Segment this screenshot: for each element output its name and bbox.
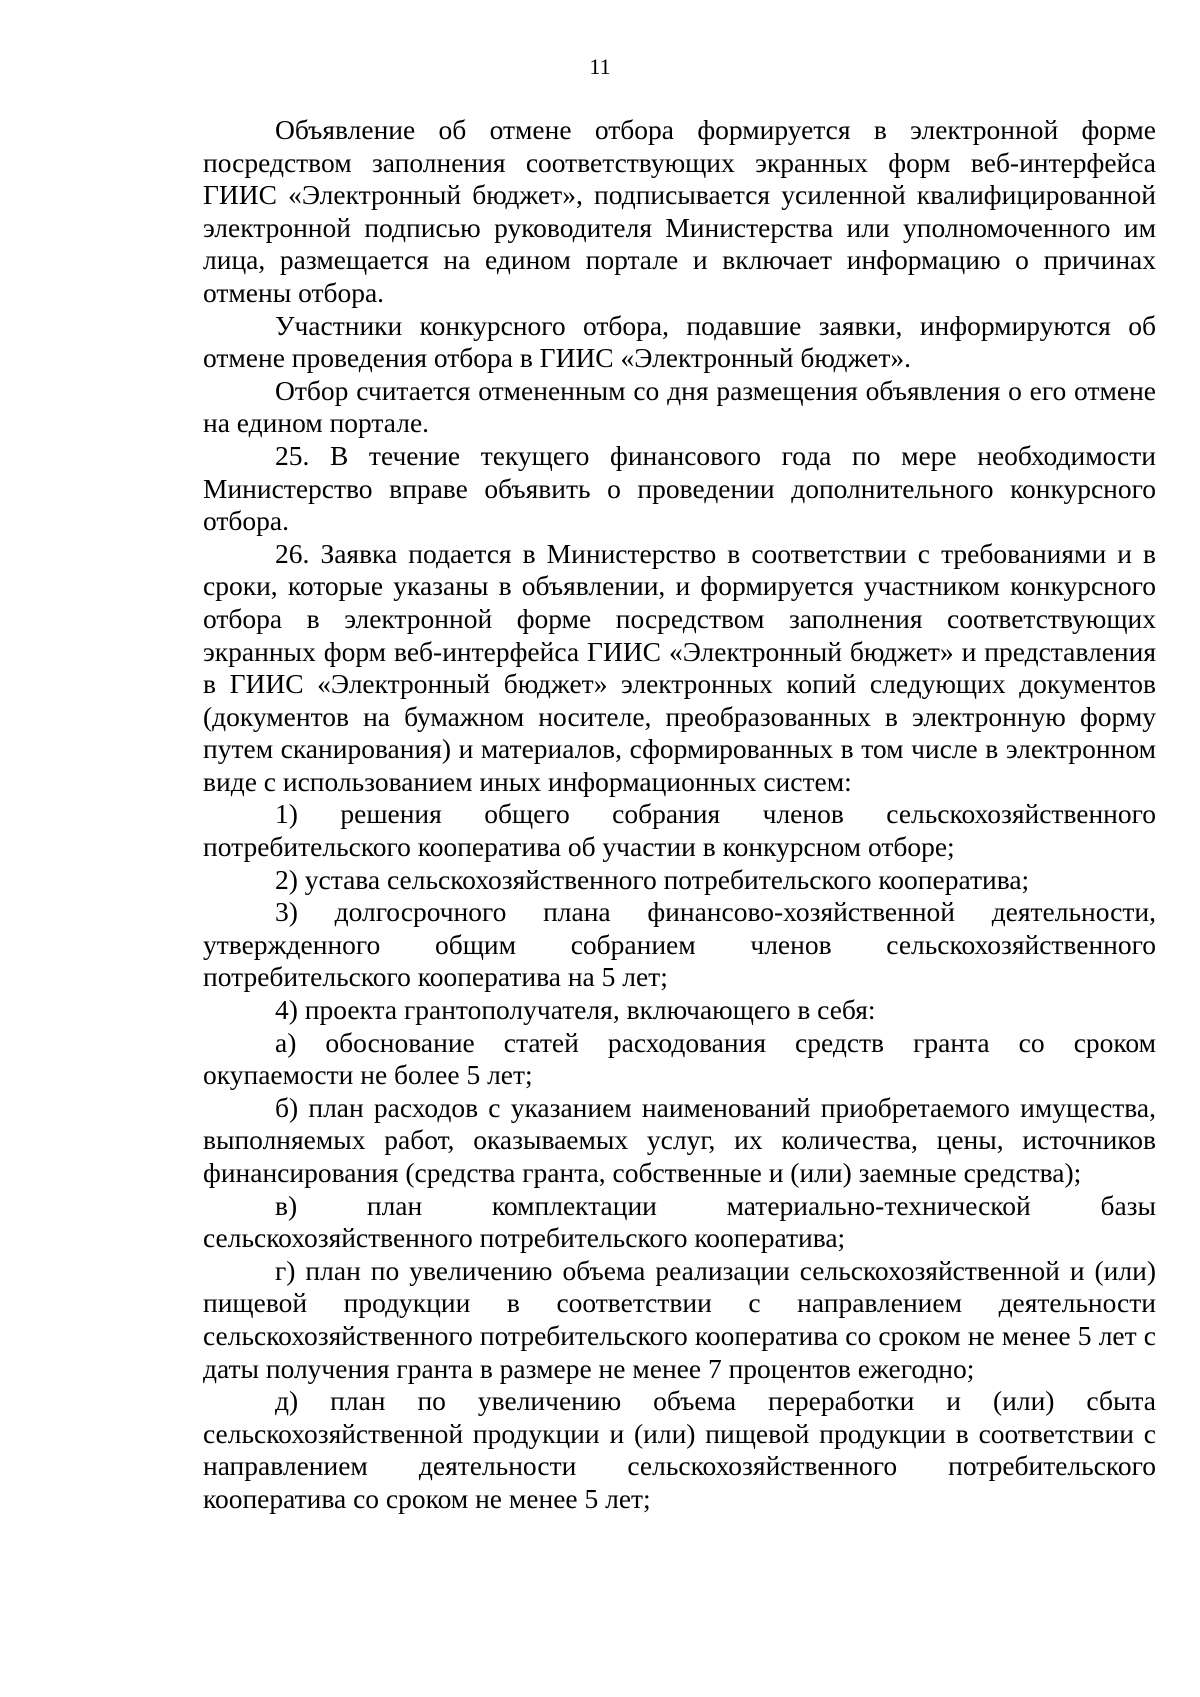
paragraph-cancellation-notice: Объявление об отмене отбора формируется в электронной форме посредством заполнения соответствующих экранных форм веб-интерфейса ГИИС «Электронный бюджет», подписывается усиленной квалифицированной электронной подписью руководителя Министерства или уполномоченного им лица, размещается на едином портале и включает информацию о причинах отмены отбора.: [203, 114, 1156, 308]
paragraph-item-26: 26. Заявка подается в Министерство в соответствии с требованиями и в сроки, которые указаны в объявлении, и формируется участником конкурсного отбора в электронной форме посредством заполнения соответствующих экранных форм веб-интерфейса ГИИС «Электронный бюджет» и представления в ГИИС «Электронный бюджет» электронных копий следующих документов (документов на бумажном носителе, преобразованных в электронную форму путем сканирования) и материалов, сформированных в том числе в электронном виде с использованием иных информационных систем:: [203, 537, 1156, 797]
paragraph-participants-informed: Участники конкурсного отбора, подавшие заявки, информируются об отмене проведения отбора в ГИИС «Электронный бюджет».: [203, 309, 1156, 374]
sub-item-a: а) обоснование статей расходования средств гранта со сроком окупаемости не более 5 лет;: [203, 1026, 1156, 1091]
list-item-2: 2) устава сельскохозяйственного потребительского кооператива;: [275, 863, 1030, 895]
list-item-1: 1) решения общего собрания членов сельскохозяйственного потребительского кооператива об участии в конкурсном отборе;: [203, 798, 1156, 863]
document-body: [203, 114, 1156, 1516]
sub-item-v: в) план комплектации материально-технической базы сельскохозяйственного потребительского кооператива;: [203, 1189, 1156, 1254]
sub-item-g: г) план по увеличению объема реализации сельскохозяйственной и (или) пищевой продукции в соответствии с направлением деятельности сельскохозяйственного потребительского кооператива со сроком не менее 5 лет с даты получения гранта в размере не менее 7 процентов ежегодно;: [203, 1254, 1156, 1384]
paragraph-selection-cancelled: Отбор считается отмененным со дня размещения объявления о его отмене на едином портале.: [203, 374, 1156, 439]
sub-item-d: д) план по увеличению объема переработки и (или) сбыта сельскохозяйственной продукции и (или) пищевой продукции в соответствии с направлением деятельности сельскохозяйственного потребительского кооператива со сроком не менее 5 лет;: [203, 1385, 1156, 1514]
list-item-4: 4) проекта грантополучателя, включающего в себя:: [275, 994, 876, 1026]
paragraph-item-25: 25. В течение текущего финансового года по мере необходимости Министерство вправе объявить о проведении дополнительного конкурсного отбора.: [203, 439, 1156, 537]
sub-item-b: б) план расходов с указанием наименований приобретаемого имущества, выполняемых работ, оказываемых услуг, их количества, цены, источников финансирования (средства гранта, собственные и (или) заемные средства);: [203, 1091, 1156, 1188]
page-number: 11: [589, 54, 611, 79]
list-item-3: 3) долгосрочного плана финансово-хозяйственной деятельности, утвержденного общим собранием членов сельскохозяйственного потребительского кооператива на 5 лет;: [203, 896, 1156, 993]
